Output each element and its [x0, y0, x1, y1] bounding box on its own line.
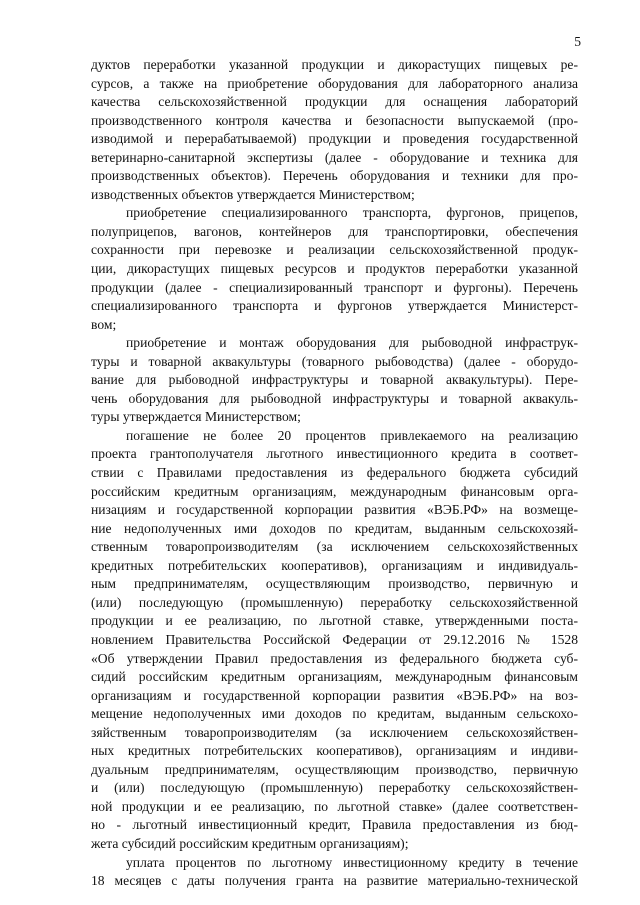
text-line: организациям и государственной корпорации развития «ВЭБ.РФ» на воз- [91, 687, 578, 703]
text-line: новлением Правительства Российской Федерации от 29.12.2016 № 1528 [91, 631, 578, 647]
text-line: «Об утверждении Правил предоставления из федерального бюджета суб- [91, 650, 578, 666]
text-line: зяйственным товаропроизводителям (за исключением сельскохозяйствен- [91, 724, 578, 740]
text-line: (или) последующую (промышленную) переработку сельскохозяйственной [91, 594, 578, 610]
text-line: 18 месяцев с даты получения гранта на развитие материально-технической [91, 873, 578, 889]
text-line: продукции и ее реализацию, по льготной ставке, утвержденными поста- [91, 613, 578, 629]
document-body-text [91, 56, 578, 891]
text-line: жета субсидий российским кредитным организациям); [91, 835, 409, 851]
text-line: изводственных объектов утверждается Министерством; [91, 186, 415, 202]
text-line: ственным товаропроизводителям (за исключением сельскохозяйственных [91, 539, 578, 555]
text-line: российским кредитным организациям, международным финансовым орга- [91, 483, 578, 499]
text-line: продукции (далее - специализированный транспорт и фургоны). Перечень [91, 279, 578, 295]
text-line: но - льготный инвестиционный кредит, Правила предоставления из бюд- [91, 817, 578, 833]
text-line: чень оборудования для рыбоводной инфраструктуры и товарной аквакуль- [91, 390, 578, 406]
text-line: производственных объектов). Перечень оборудования и техники для про- [91, 168, 578, 184]
text-line: ной продукции и ее реализацию, по льготной ставке» (далее соответствен- [91, 798, 578, 814]
text-line: сохранности при перевозке и реализации сельскохозяйственной продук- [91, 242, 578, 258]
text-line: производственного контроля качества и безопасности выпускаемой (про- [91, 112, 578, 128]
text-line: качества сельскохозяйственной продукции для оснащения лабораторий [91, 94, 578, 110]
text-line: низациям и государственной корпорации развития «ВЭБ.РФ» на возмеще- [91, 502, 578, 518]
text-line: ных кредитных потребительских кооперативов), организациям и индиви- [91, 743, 578, 759]
text-line: сурсов, а также на приобретение оборудования для лабораторного анализа [91, 75, 578, 91]
text-line: вом; [91, 316, 117, 332]
text-line: погашение не более 20 процентов привлекаемого на реализацию [126, 427, 578, 443]
text-line: ние недополученных ими доходов по кредитам, выданным сельскохозяй- [91, 520, 578, 536]
text-line: дуктов переработки указанной продукции и дикорастущих пищевых ре- [91, 57, 578, 72]
text-line: полуприцепов, вагонов, контейнеров для транспортировки, обеспечения [91, 223, 578, 239]
text-line: туры и товарной аквакультуры (товарного рыбоводства) (далее - оборудо- [91, 353, 578, 369]
text-line: уплата процентов по льготному инвестиционному кредиту в течение [126, 854, 578, 870]
text-line: туры утверждается Министерством; [91, 409, 301, 425]
text-line: ции, дикорастущих пищевых ресурсов и продуктов переработки указанной [91, 261, 578, 277]
text-line: мещение недополученных ими доходов по кредитам, выданным сельскохо- [91, 706, 578, 722]
text-line: ветеринарно-санитарной экспертизы (далее - оборудование и техника для [91, 149, 578, 165]
page-number: 5 [574, 34, 581, 49]
text-line: приобретение специализированного транспорта, фургонов, прицепов, [126, 205, 578, 221]
text-line: дуальным предпринимателям, осуществляющим производство, первичную [91, 761, 578, 777]
text-line: ствии с Правилами предоставления из федерального бюджета субсидий [91, 465, 578, 481]
text-line: и (или) последующую (промышленную) переработку сельскохозяйствен- [91, 780, 578, 796]
text-line: приобретение и монтаж оборудования для рыбоводной инфраструк- [126, 335, 578, 351]
text-line: вание для рыбоводной инфраструктуры и товарной аквакультуры). Пере- [91, 372, 578, 388]
text-line: специализированного транспорта и фургонов утверждается Министерст- [91, 298, 578, 314]
text-line: ным предпринимателям, осуществляющим производство, первичную и [91, 576, 578, 592]
text-line: сидий российским кредитным организациям, международным финансовым [91, 669, 578, 685]
text-line: изводимой и перерабатываемой) продукции и проведения государственной [91, 131, 578, 147]
text-line: кредитных потребительских кооперативов), организациям и индивидуаль- [91, 557, 578, 573]
text-line: проекта грантополучателя льготного инвестиционного кредита в соответ- [91, 446, 578, 462]
